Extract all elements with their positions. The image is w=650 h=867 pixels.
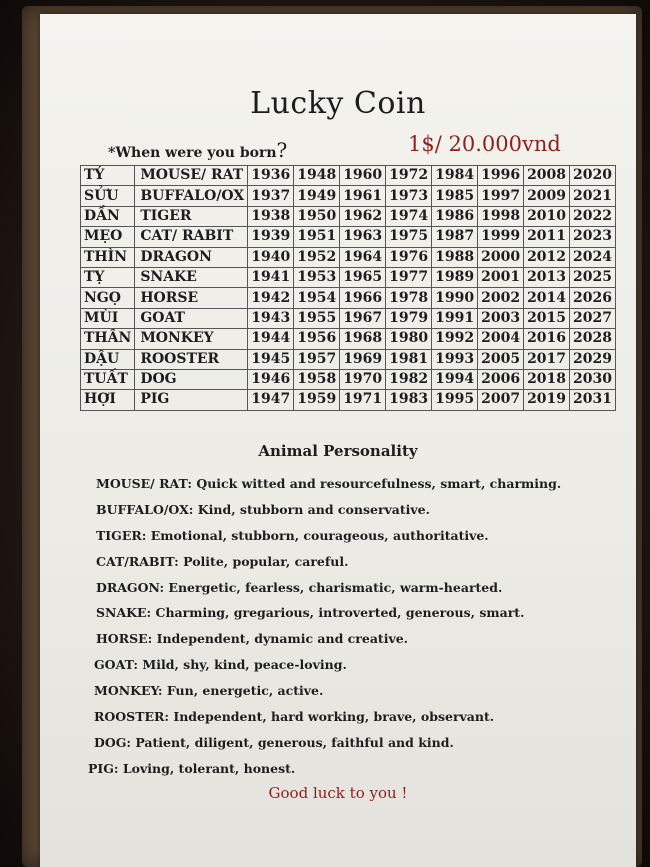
year-cell: 1944	[248, 329, 294, 349]
year-cell: 1969	[340, 349, 386, 369]
year-cell: 1994	[432, 369, 478, 389]
animal-name-cell: GOAT	[135, 308, 248, 328]
year-cell: 2030	[570, 369, 616, 389]
table-row	[81, 166, 616, 186]
year-cell: 2008	[524, 166, 570, 186]
year-cell: 2016	[524, 329, 570, 349]
personality-item: ROOSTER: Independent, hard working, brave, observant.	[94, 709, 495, 725]
year-cell: 1940	[248, 247, 294, 267]
year-cell: 2018	[524, 369, 570, 389]
viet-name-cell: DẦN	[81, 206, 135, 226]
personality-item: SNAKE: Charming, gregarious, introverted, generous, smart.	[96, 605, 525, 621]
year-cell: 1951	[294, 227, 340, 247]
year-cell: 1975	[386, 227, 432, 247]
table-row	[81, 288, 616, 308]
year-cell: 1968	[340, 329, 386, 349]
year-cell: 2011	[524, 227, 570, 247]
year-cell: 2023	[570, 227, 616, 247]
year-cell: 1945	[248, 349, 294, 369]
table-row	[81, 390, 616, 410]
year-cell: 1950	[294, 206, 340, 226]
personality-item: DOG: Patient, diligent, generous, faithful and kind.	[94, 734, 454, 750]
table-row	[81, 349, 616, 369]
year-cell: 2003	[478, 308, 524, 328]
viet-name-cell: TÝ	[81, 166, 135, 186]
personality-item: GOAT: Mild, shy, kind, peace-loving.	[94, 657, 347, 673]
year-cell: 1983	[386, 390, 432, 410]
year-cell: 1956	[294, 329, 340, 349]
animal-name-cell: TIGER	[135, 206, 248, 226]
viet-name-cell: MẸO	[81, 227, 135, 247]
year-cell: 1966	[340, 288, 386, 308]
year-cell: 1964	[340, 247, 386, 267]
year-cell: 1984	[432, 166, 478, 186]
table-row	[81, 308, 616, 328]
animal-name-cell: BUFFALO/OX	[135, 186, 248, 206]
year-cell: 1948	[294, 166, 340, 186]
year-cell: 1995	[432, 390, 478, 410]
personality-item: DRAGON: Energetic, fearless, charismatic, warm-hearted.	[96, 579, 503, 595]
year-cell: 1992	[432, 329, 478, 349]
year-cell: 1985	[432, 186, 478, 206]
year-cell: 1989	[432, 267, 478, 287]
animal-name-cell: HORSE	[135, 288, 248, 308]
animal-name-cell: MONKEY	[135, 329, 248, 349]
year-cell: 1987	[432, 227, 478, 247]
viet-name-cell: TUẤT	[81, 369, 135, 389]
personality-item: MOUSE/ RAT: Quick witted and resourcefulness, smart, charming.	[96, 476, 562, 491]
year-cell: 1980	[386, 329, 432, 349]
year-cell: 1937	[248, 186, 294, 206]
year-cell: 2014	[524, 288, 570, 308]
year-cell: 1997	[478, 186, 524, 206]
personality-heading: Animal Personality	[258, 442, 418, 460]
animal-name-cell: DOG	[135, 369, 248, 389]
year-cell: 2015	[524, 308, 570, 328]
zodiac-year-table	[80, 165, 616, 411]
viet-name-cell: DẬU	[81, 349, 135, 369]
viet-name-cell: THÂN	[81, 329, 135, 349]
year-cell: 1939	[248, 227, 294, 247]
year-cell: 2031	[570, 390, 616, 410]
personality-item: TIGER: Emotional, stubborn, courageous, authoritative.	[96, 527, 489, 543]
personality-list	[88, 474, 562, 785]
year-cell: 1979	[386, 308, 432, 328]
year-cell: 2026	[570, 288, 616, 308]
viet-name-cell: HỢI	[81, 390, 135, 410]
price-label: 1$/ 20.000vnd	[408, 132, 561, 156]
year-cell: 1942	[248, 288, 294, 308]
question-text: *When were you born	[108, 145, 277, 161]
year-cell: 2029	[570, 349, 616, 369]
year-cell: 2002	[478, 288, 524, 308]
viet-name-cell: TỴ	[81, 267, 135, 287]
year-cell: 2004	[478, 329, 524, 349]
year-cell: 2010	[524, 206, 570, 226]
animal-name-cell: SNAKE	[135, 267, 248, 287]
year-cell: 1976	[386, 247, 432, 267]
year-cell: 1977	[386, 267, 432, 287]
paper-sheet	[40, 14, 636, 867]
year-cell: 1988	[432, 247, 478, 267]
year-cell: 2012	[524, 247, 570, 267]
year-cell: 1954	[294, 288, 340, 308]
year-cell: 1949	[294, 186, 340, 206]
year-cell: 1972	[386, 166, 432, 186]
year-cell: 2001	[478, 267, 524, 287]
year-cell: 2024	[570, 247, 616, 267]
year-cell: 1973	[386, 186, 432, 206]
table-row	[81, 267, 616, 287]
year-cell: 1965	[340, 267, 386, 287]
personality-item: BUFFALO/OX: Kind, stubborn and conservative.	[96, 501, 430, 517]
year-cell: 1991	[432, 308, 478, 328]
year-cell: 1953	[294, 267, 340, 287]
year-cell: 1986	[432, 206, 478, 226]
year-cell: 2006	[478, 369, 524, 389]
animal-name-cell: CAT/ RABIT	[135, 227, 248, 247]
table-row	[81, 329, 616, 349]
year-cell: 2000	[478, 247, 524, 267]
year-cell: 2005	[478, 349, 524, 369]
year-cell: 1958	[294, 369, 340, 389]
year-cell: 1938	[248, 206, 294, 226]
year-cell: 1952	[294, 247, 340, 267]
year-cell: 1971	[340, 390, 386, 410]
year-cell: 2007	[478, 390, 524, 410]
year-cell: 2027	[570, 308, 616, 328]
year-cell: 1962	[340, 206, 386, 226]
year-cell: 2017	[524, 349, 570, 369]
year-cell: 1981	[386, 349, 432, 369]
year-cell: 1999	[478, 227, 524, 247]
table-row	[81, 186, 616, 206]
personality-item: MONKEY: Fun, energetic, active.	[94, 683, 324, 699]
year-cell: 2019	[524, 390, 570, 410]
animal-name-cell: ROOSTER	[135, 349, 248, 369]
year-cell: 2028	[570, 329, 616, 349]
year-cell: 1936	[248, 166, 294, 186]
year-cell: 1955	[294, 308, 340, 328]
table-row	[81, 227, 616, 247]
year-cell: 1998	[478, 206, 524, 226]
page-title: Lucky Coin	[250, 86, 426, 121]
year-cell: 1982	[386, 369, 432, 389]
year-cell: 1978	[386, 288, 432, 308]
year-cell: 2021	[570, 186, 616, 206]
question-mark: ?	[276, 138, 288, 162]
year-cell: 1963	[340, 227, 386, 247]
table-row	[81, 369, 616, 389]
year-cell: 1957	[294, 349, 340, 369]
year-cell: 1961	[340, 186, 386, 206]
year-cell: 1943	[248, 308, 294, 328]
personality-item: CAT/RABIT: Polite, popular, careful.	[96, 553, 349, 569]
year-cell: 1947	[248, 390, 294, 410]
birth-question	[108, 138, 287, 162]
year-cell: 1941	[248, 267, 294, 287]
viet-name-cell: THÌN	[81, 247, 135, 267]
personality-item: PIG: Loving, tolerant, honest.	[88, 760, 296, 776]
year-cell: 1959	[294, 390, 340, 410]
year-cell: 1993	[432, 349, 478, 369]
year-cell: 2020	[570, 166, 616, 186]
animal-name-cell: DRAGON	[135, 247, 248, 267]
year-cell: 1967	[340, 308, 386, 328]
year-cell: 2009	[524, 186, 570, 206]
animal-name-cell: MOUSE/ RAT	[135, 166, 248, 186]
year-cell: 1996	[478, 166, 524, 186]
year-cell: 1960	[340, 166, 386, 186]
year-cell: 2025	[570, 267, 616, 287]
year-cell: 1970	[340, 369, 386, 389]
viet-name-cell: SỬU	[81, 186, 135, 206]
year-cell: 2022	[570, 206, 616, 226]
personality-item: HORSE: Independent, dynamic and creative.	[96, 631, 409, 647]
table-row	[81, 247, 616, 267]
closing-message: Good luck to you !	[268, 784, 408, 802]
year-cell: 2013	[524, 267, 570, 287]
animal-name-cell: PIG	[135, 390, 248, 410]
year-cell: 1990	[432, 288, 478, 308]
viet-name-cell: NGỌ	[81, 288, 135, 308]
viet-name-cell: MÙI	[81, 308, 135, 328]
table-row	[81, 206, 616, 226]
year-cell: 1946	[248, 369, 294, 389]
year-cell: 1974	[386, 206, 432, 226]
